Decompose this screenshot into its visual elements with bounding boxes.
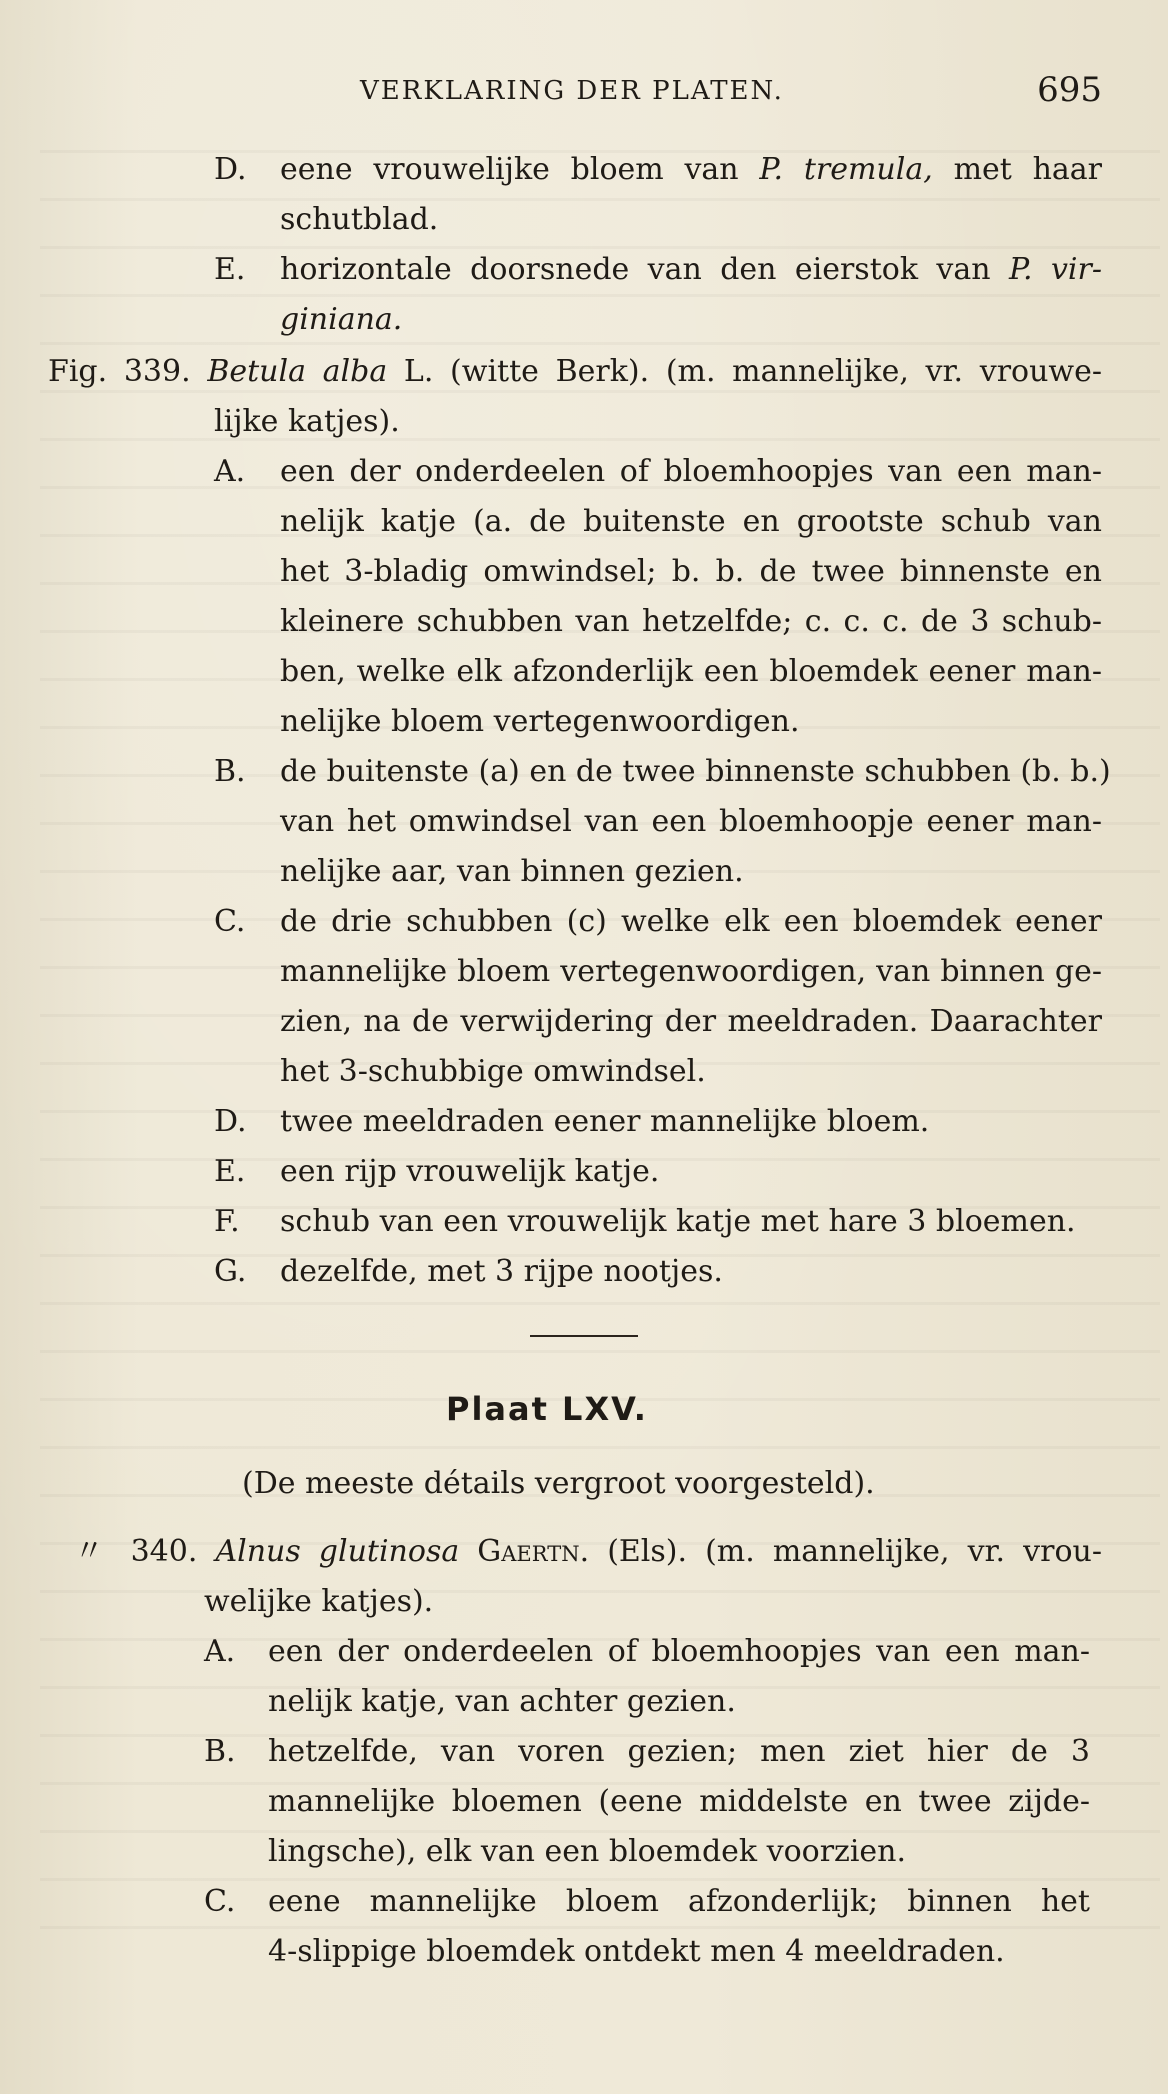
fig339-a-line: het 3-bladig omwindsel; b. b. de twee binnenste en [280,554,1102,589]
fig339-c-line: het 3-schubbige omwindsel. [280,1054,706,1089]
fig339-b-line: van het omwindsel van een bloemhoopje eener man- [280,804,1102,839]
fig340-heading-line2: welijke katjes). [204,1584,434,1619]
fig339-a-line: nelijke bloem vertegenwoordigen. [280,704,800,739]
species-name: P. tremula, [759,152,933,187]
section-divider [530,1335,638,1337]
fig340-label: 〃 340. [74,1534,198,1569]
fig340-author: Gaertn. [477,1534,590,1569]
fig339-label: Fig. 339. [48,354,191,389]
fig339-item-label-d: D. [214,1104,247,1139]
fig340-b-line: lingsche), elk van een bloemdek voorzien. [268,1834,907,1869]
species-name-cont: giniana. [280,302,403,337]
fig339-e-text: een rijp vrouwelijk katje. [280,1154,660,1189]
item-d-text: eene vrouwelijke bloem van [280,152,739,187]
fig339-a-line: een der onderdeelen of bloemhoopjes van een man- [280,454,1102,489]
fig339-a-line: nelijk katje (a. de buitenste en grootste schub van [280,504,1102,539]
fig339-b-line: de buitenste (a) en de twee binnenste schubben (b. b.) [280,754,1111,789]
fig339-heading-rest: L. (witte Berk). (m. mannelijke, vr. vrouwe- [403,354,1102,389]
fig340-b-line: hetzelfde, van voren gezien; men ziet hier de 3 [268,1734,1090,1769]
fig340-c-line: 4-slippige bloemdek ontdekt men 4 meeldraden. [268,1934,1005,1969]
fig339-item-label-g: G. [214,1254,247,1289]
fig339-c-line: de drie schubben (c) welke elk een bloemdek eener [280,904,1102,939]
fig339-item-label-c: C. [214,904,246,939]
fig339-f-text: schub van een vrouwelijk katje met hare 3 bloemen. [280,1204,1076,1239]
fig340-item-label-a: A. [204,1634,236,1669]
fig339-c-line: mannelijke bloem vertegenwoordigen, van binnen ge- [280,954,1102,989]
fig340-c-line: eene mannelijke bloem afzonderlijk; binnen het [268,1884,1090,1919]
item-d-line1 [280,150,1102,190]
item-e-line1 [280,250,1102,290]
fig340-heading [74,1532,1102,1572]
fig340-item-label-b: B. [204,1734,236,1769]
plate-subtitle: (De meeste détails vergroot voorgesteld). [242,1466,875,1501]
fig340-b-line: mannelijke bloemen (eene middelste en twee zijde- [268,1784,1090,1819]
fig339-a-line: kleinere schubben van hetzelfde; c. c. c. de 3 schub- [280,604,1102,639]
fig339-item-label-b: B. [214,754,246,789]
fig340-species: Alnus glutinosa [215,1534,460,1569]
fig339-c-line: zien, na de verwijdering der meeldraden. Daarachter [280,1004,1102,1039]
fig339-a-line: ben, welke elk afzonderlijk een bloemdek eener man- [280,654,1102,689]
fig339-item-label-e: E. [214,1154,246,1189]
fig339-d-text: twee meeldraden eener mannelijke bloem. [280,1104,930,1139]
fig340-a-line: nelijk katje, van achter gezien. [268,1684,736,1719]
fig339-item-label-f: F. [214,1204,240,1239]
running-head: VERKLARING DER PLATEN. [360,76,784,106]
fig340-heading-rest: (Els). (m. mannelijke, vr. vrou- [607,1534,1102,1569]
item-label-e: E. [214,252,246,287]
bleed-through-texture [40,150,1160,1950]
fig340-a-line: een der onderdeelen of bloemhoopjes van een man- [268,1634,1090,1669]
fig339-g-text: dezelfde, met 3 rijpe nootjes. [280,1254,723,1289]
fig339-species: Betula alba [207,354,388,389]
item-e-text: horizontale doorsnede van den eierstok van [280,252,991,287]
fig339-heading-line2: lijke katjes). [214,404,400,439]
item-d-line2: schutblad. [280,202,439,237]
page-number: 695 [1037,70,1102,110]
item-d-text-end: met haar [953,152,1103,187]
fig339-b-line: nelijke aar, van binnen gezien. [280,854,744,889]
plate-title: Plaat LXV. [446,1390,648,1428]
fig340-item-label-c: C. [204,1884,236,1919]
species-name: P. vir- [1008,252,1102,287]
item-e-line2 [280,300,402,340]
fig339-heading [48,352,1102,392]
fig339-item-label-a: A. [214,454,246,489]
item-label-d: D. [214,152,247,187]
